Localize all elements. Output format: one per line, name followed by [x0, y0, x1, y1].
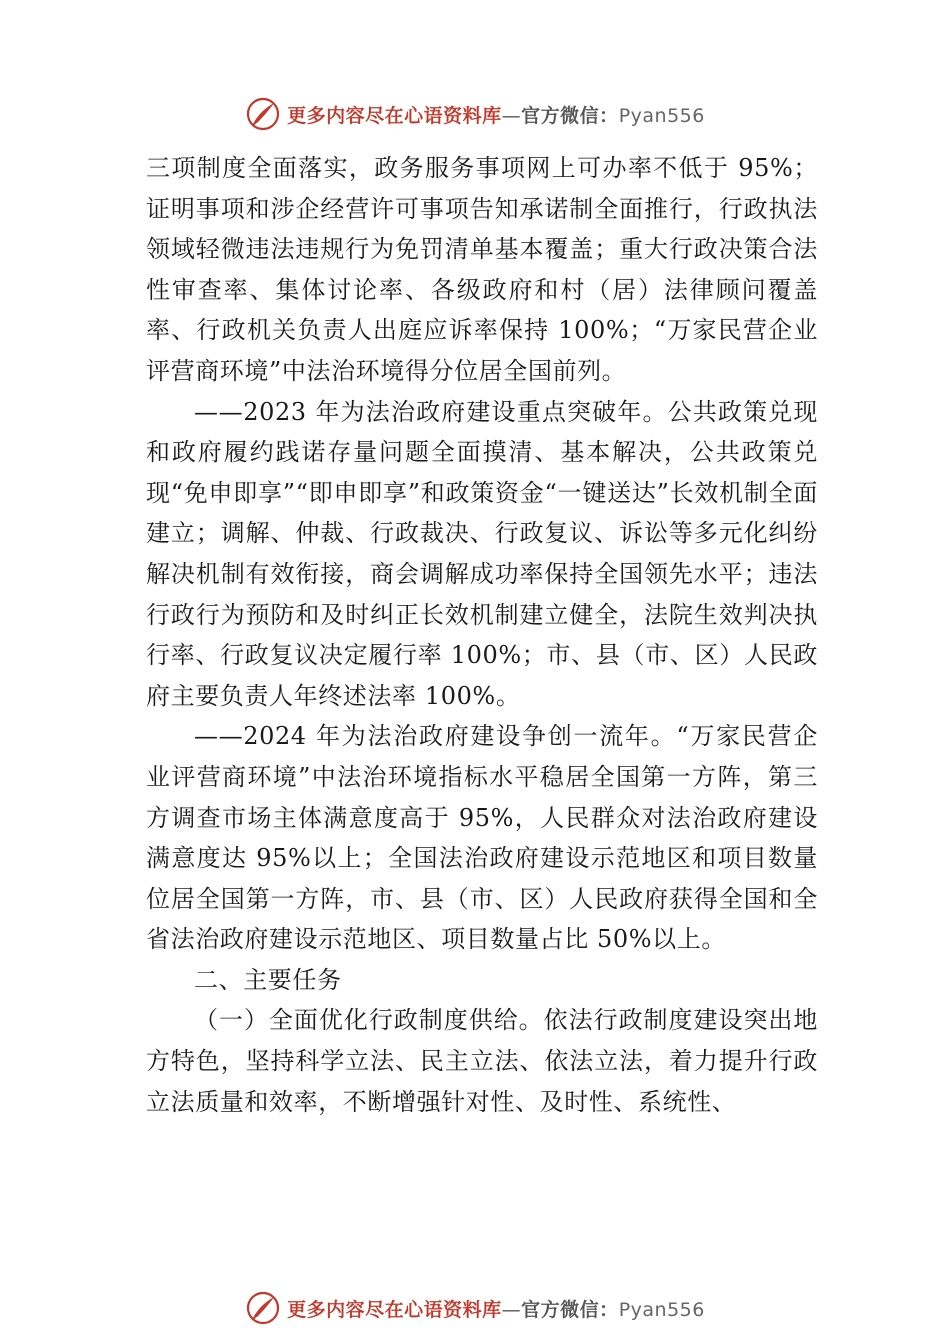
document-body	[146, 148, 818, 1122]
header-wechat-label: 官方微信：	[521, 104, 619, 127]
paragraph-1: 三项制度全面落实，政务服务事项网上可办率不低于 95%；证明事项和涉企经营许可事项告知承诺制全面推行，行政执法领域轻微违法违规行为免罚清单基本覆盖；重大行政决策合法性审查率、集体讨论率、各级政府和村（居）法律顾问覆盖率、行政机关负责人出庭应诉率保持 100%；“万家民营企业评营商环境”中法治环境得分位居全国前列。	[146, 154, 818, 385]
section-heading: 二、主要任务	[194, 965, 342, 994]
footer-banner	[0, 1286, 950, 1330]
header-brand: 更多内容尽在心语资料库	[287, 104, 502, 127]
header-separator: —	[501, 104, 522, 127]
quill-logo-icon	[245, 96, 281, 132]
quill-logo-icon	[245, 1290, 281, 1326]
paragraph-2: ——2023 年为法治政府建设重点突破年。公共政策兑现和政府履约践诺存量问题全面摸清、基本解决，公共政策兑现“免申即享”“即申即享”和政策资金“一键送达”长效机制全面建立；调解、仲裁、行政裁决、行政复议、诉讼等多元化纠纷解决机制有效衔接，商会调解成功率保持全国领先水平；违法行政行为预防和及时纠正长效机制建立健全，法院生效判决执行率、行政复议决定履行率 100%；市、县（市、区）人民政府主要负责人年终述法率 100%。	[146, 397, 818, 710]
paragraph-4: （一）全面优化行政制度供给。依法行政制度建设突出地方特色，坚持科学立法、民主立法、依法立法，着力提升行政立法质量和效率，不断增强针对性、及时性、系统性、	[146, 1006, 818, 1116]
footer-wechat-label: 官方微信：	[521, 1298, 619, 1321]
header-banner	[0, 92, 950, 136]
footer-account: Pyan556	[618, 1298, 705, 1321]
paragraph-3: ——2024 年为法治政府建设争创一流年。“万家民营企业评营商环境”中法治环境指标水平稳居全国第一方阵，第三方调查市场主体满意度高于 95%，人民群众对法治政府建设满意度达 95%以上；全国法治政府建设示范地区和项目数量位居全国第一方阵，市、县（市、区）人民政府获得全国和全省法治政府建设示范地区、项目数量占比 50%以上。	[146, 722, 818, 954]
footer-separator: —	[501, 1298, 522, 1321]
footer-brand: 更多内容尽在心语资料库	[287, 1298, 502, 1321]
footer-banner-text	[287, 1295, 705, 1322]
header-account: Pyan556	[618, 104, 705, 127]
header-banner-text	[287, 101, 705, 128]
